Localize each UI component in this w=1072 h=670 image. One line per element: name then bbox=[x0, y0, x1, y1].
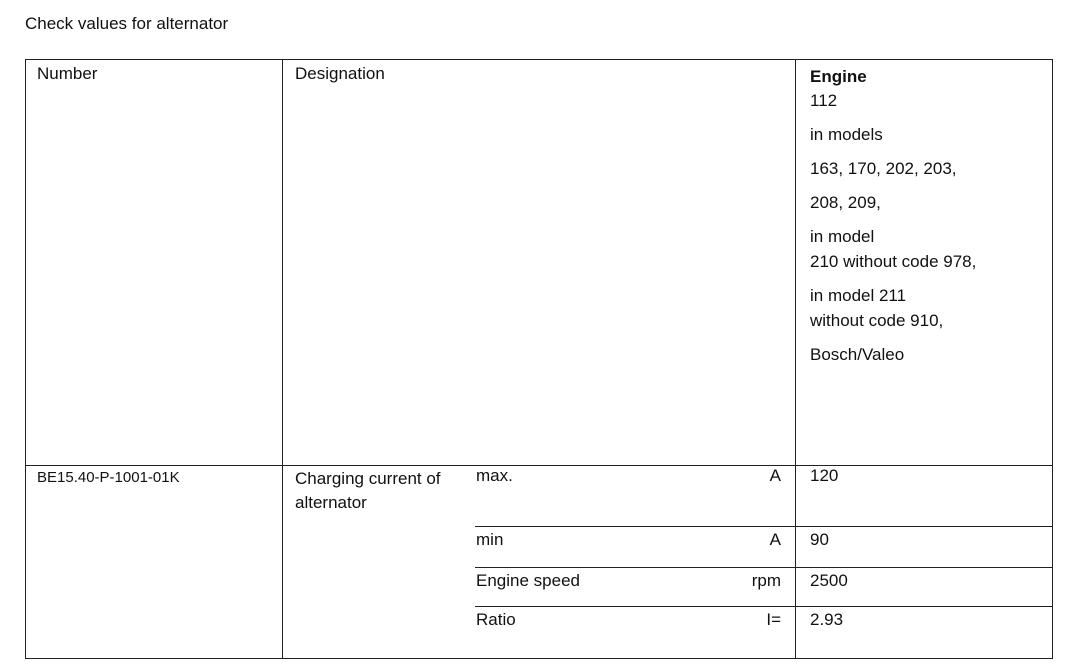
header-divider bbox=[26, 465, 1052, 466]
col-divider-designation bbox=[795, 60, 796, 658]
header-number: Number bbox=[37, 64, 98, 83]
header-designation: Designation bbox=[295, 64, 385, 83]
subrow-divider-3 bbox=[475, 606, 1052, 607]
subrow-divider-1 bbox=[475, 526, 1052, 527]
row-designation: Charging current of alternator bbox=[295, 469, 441, 512]
col-divider-number bbox=[282, 60, 283, 658]
engine-model-210-detail: 210 without code 978, bbox=[810, 252, 977, 271]
engine-model-211-label: in model 211 bbox=[810, 286, 907, 305]
engine-models-list-2: 208, 209, bbox=[810, 193, 881, 212]
engine-model-210-label: in model bbox=[810, 227, 875, 246]
engine-label: Engine bbox=[810, 67, 867, 86]
subrow-unit-max: A bbox=[769, 466, 781, 485]
subrow-label-min: min bbox=[476, 530, 504, 549]
row-number: BE15.40-P-1001-01K bbox=[37, 469, 180, 486]
engine-models-list-1: 163, 170, 202, 203, bbox=[810, 159, 957, 178]
check-values-table bbox=[25, 59, 1053, 659]
subrow-label-ratio: Ratio bbox=[476, 610, 516, 629]
engine-manufacturer: Bosch/Valeo bbox=[810, 345, 905, 364]
subrow-value-max: 120 bbox=[810, 466, 839, 485]
subrow-value-min: 90 bbox=[810, 530, 829, 549]
page-title: Check values for alternator bbox=[25, 14, 229, 33]
subrow-unit-ratio: I= bbox=[766, 610, 781, 629]
engine-models-label: in models bbox=[810, 125, 883, 144]
subrow-value-engine-speed: 2500 bbox=[810, 571, 848, 590]
header-engine bbox=[810, 65, 1050, 367]
engine-model-211-detail: without code 910, bbox=[810, 311, 944, 330]
subrow-value-ratio: 2.93 bbox=[810, 610, 844, 629]
subrow-label-engine-speed: Engine speed bbox=[476, 571, 580, 590]
subrow-label-max: max. bbox=[476, 466, 513, 485]
engine-number: 112 bbox=[810, 91, 838, 110]
subrow-divider-2 bbox=[475, 567, 1052, 568]
subrow-unit-min: A bbox=[769, 530, 781, 549]
subrow-unit-engine-speed: rpm bbox=[751, 571, 781, 590]
